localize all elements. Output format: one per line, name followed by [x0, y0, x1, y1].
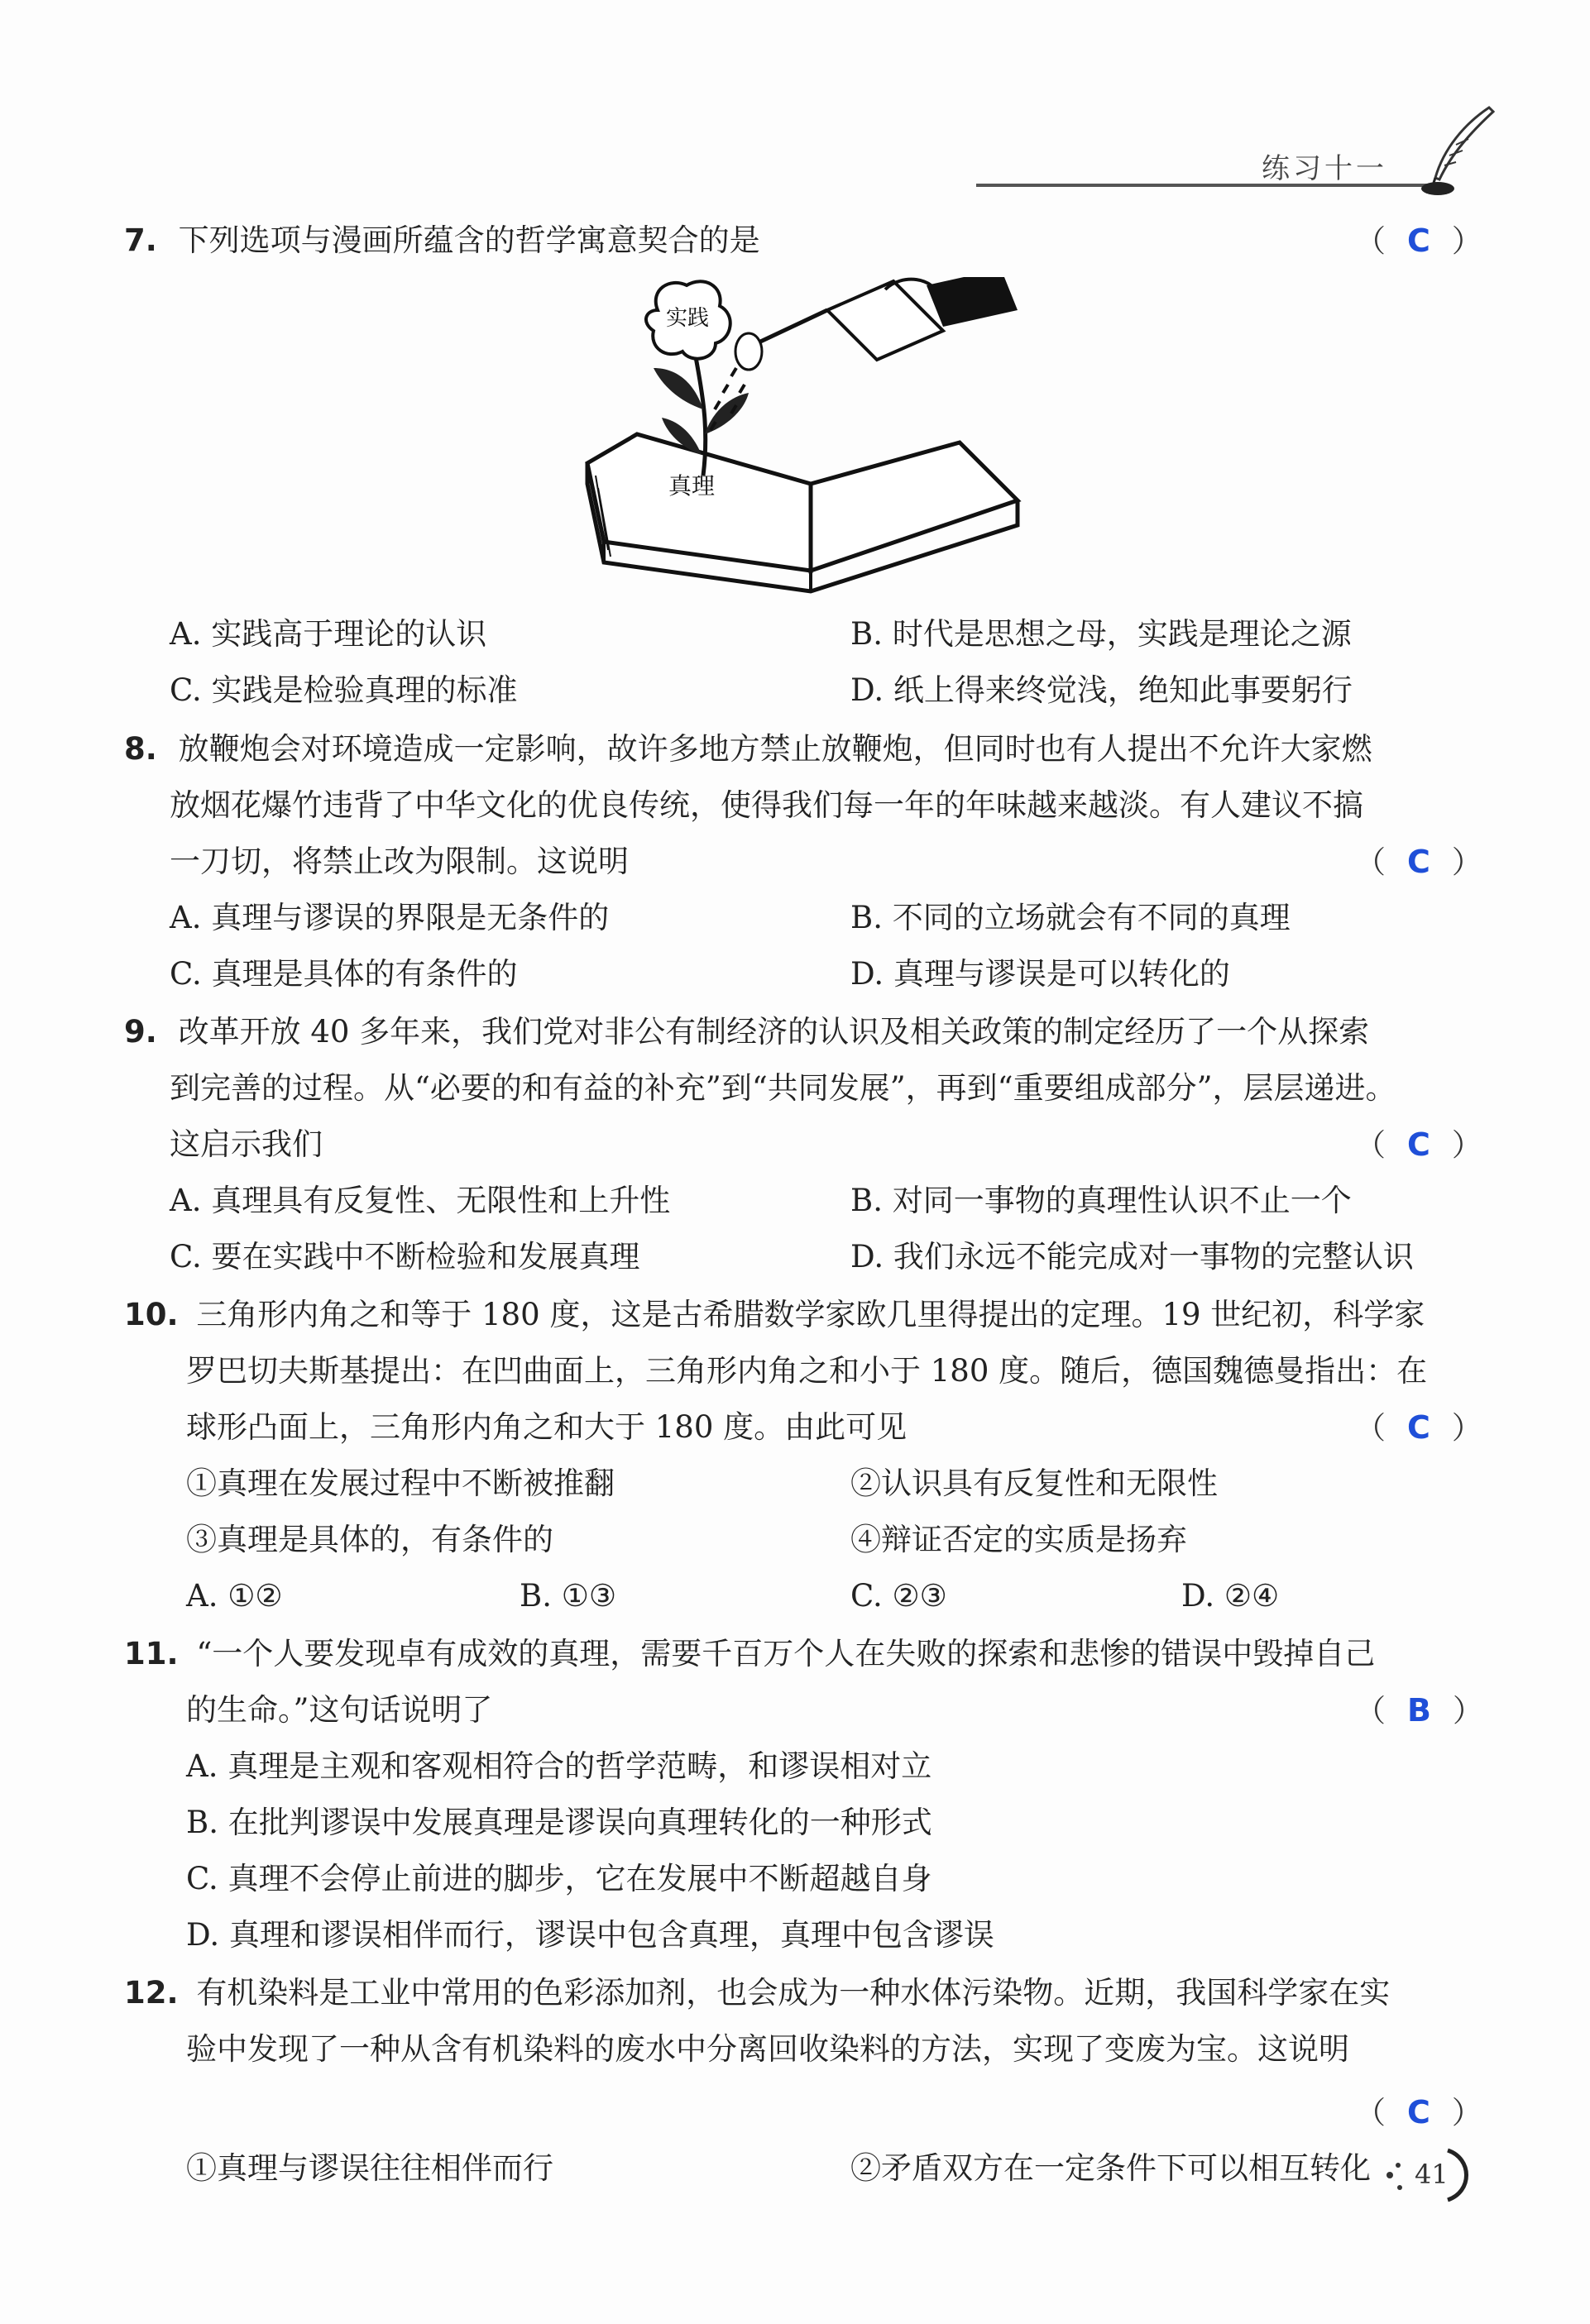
q7-option-c: C. 实践是检验真理的标准 [170, 672, 518, 708]
q7-answer: C [1407, 222, 1430, 259]
q10-option-d: D. ②④ [1181, 1578, 1280, 1614]
q8-line-1: 8. 放鞭炮会对环境造成一定影响，故许多地方禁止放鞭炮，但同时也有人提出不允许大家燃 [124, 731, 1372, 767]
q7-stem: 下列选项与漫画所蕴含的哲学寓意契合的是 [178, 222, 760, 258]
q11-option-a: A. 真理是主观和客观相符合的哲学范畴，和谬误相对立 [186, 1748, 932, 1784]
header-rule [976, 184, 1448, 187]
q9-option-b: B. 对同一事物的真理性认识不止一个 [850, 1183, 1352, 1218]
q10-statement-4: ④辩证否定的实质是扬弃 [850, 1522, 1187, 1557]
q10-line-1: 10. 三角形内角之和等于 180 度，这是古希腊数学家欧几里得提出的定理。19 世纪初，科学家 [124, 1297, 1425, 1332]
book-label: 真理 [668, 472, 716, 500]
q7-answer-box: （ C ） [1355, 222, 1482, 259]
q12-line-1: 12. 有机染料是工业中常用的色彩添加剂，也会成为一种水体污染物。近期，我国科学家在实 [124, 1975, 1391, 2011]
q12-number: 12. [124, 1975, 179, 2011]
q8-answer-box: （ C ） [1355, 844, 1482, 880]
quill-pen-icon [1406, 99, 1506, 198]
q8-number: 8. [124, 731, 157, 767]
q11-line-1: 11. “一个人要发现卓有成效的真理，需要千百万个人在失败的探索和悲惨的错误中毁掉自己 [124, 1636, 1376, 1671]
q11-answer: B [1407, 1692, 1431, 1729]
q8-option-d: D. 真理与谬误是可以转化的 [850, 956, 1230, 992]
q10-option-c: C. ②③ [850, 1578, 947, 1614]
q12-statement-1: ①真理与谬误往往相伴而行 [186, 2150, 553, 2186]
q9-option-c: C. 要在实践中不断检验和发展真理 [170, 1239, 640, 1274]
q8-answer: C [1407, 844, 1430, 880]
q11-line-2: 的生命。”这句话说明了 [186, 1692, 493, 1728]
q9-option-d: D. 我们永远不能完成对一事物的完整认识 [850, 1239, 1414, 1274]
q7-stem-line [124, 222, 760, 258]
q11-answer-box: （ B ） [1355, 1692, 1483, 1729]
q10-line-3: 球形凸面上，三角形内角之和大于 180 度。由此可见 [186, 1409, 908, 1445]
q12-line-2: 验中发现了一种从含有机染料的废水中分离回收染料的方法，实现了变废为宝。这说明 [186, 2031, 1349, 2067]
q12-answer-box: （ C ） [1355, 2094, 1482, 2130]
q8-option-c: C. 真理是具体的有条件的 [170, 956, 518, 992]
q10-statement-1: ①真理在发展过程中不断被推翻 [186, 1466, 615, 1501]
q10-statement-2: ②认识具有反复性和无限性 [850, 1466, 1218, 1501]
q10-number: 10. [124, 1297, 179, 1332]
q7-option-b: B. 时代是思想之母，实践是理论之源 [850, 616, 1352, 652]
q10-answer-box: （ C ） [1355, 1409, 1482, 1446]
q9-answer-box: （ C ） [1355, 1126, 1482, 1163]
q7-number: 7. [124, 222, 157, 258]
q9-line-3: 这启示我们 [170, 1126, 323, 1162]
q11-option-b: B. 在批判谬误中发展真理是谬误向真理转化的一种形式 [186, 1805, 932, 1840]
q8-line-2: 放烟花爆竹违背了中华文化的优良传统，使得我们每一年的年味越来越淡。有人建议不搞 [170, 787, 1363, 823]
flower-label: 实践 [666, 306, 710, 331]
q7-option-d: D. 纸上得来终觉浅，绝知此事要躬行 [850, 672, 1353, 708]
q12-statement-2: ②矛盾双方在一定条件下可以相互转化 [850, 2150, 1371, 2186]
q10-statement-3: ③真理是具体的，有条件的 [186, 1522, 553, 1557]
q9-option-a: A. 真理具有反复性、无限性和上升性 [170, 1183, 671, 1218]
q9-number: 9. [124, 1014, 157, 1050]
q11-number: 11. [124, 1636, 179, 1671]
q10-option-b: B. ①③ [520, 1578, 617, 1614]
q11-option-c: C. 真理不会停止前进的脚步，它在发展中不断超越自身 [186, 1861, 932, 1896]
q9-line-1: 9. 改革开放 40 多年来，我们党对非公有制经济的认识及相关政策的制定经历了一个从探索 [124, 1014, 1370, 1050]
q9-answer: C [1407, 1126, 1430, 1163]
q10-answer: C [1407, 1409, 1430, 1446]
q8-option-b: B. 不同的立场就会有不同的真理 [850, 900, 1291, 935]
q7-option-a: A. 实践高于理论的认识 [170, 616, 487, 652]
section-label: 练习十一 [1262, 152, 1387, 185]
q12-answer: C [1407, 2094, 1430, 2130]
q10-option-a: A. ①② [186, 1578, 283, 1614]
q8-line-3: 一刀切，将禁止改为限制。这说明 [170, 844, 629, 879]
page-number: 41 [1415, 2159, 1449, 2190]
q9-line-2: 到完善的过程。从“必要的和有益的补充”到“共同发展”，再到“重要组成部分”，层层递进。 [170, 1070, 1396, 1106]
q10-line-2: 罗巴切夫斯基提出：在凹曲面上，三角形内角之和小于 180 度。随后，德国魏德曼指出：在 [186, 1353, 1428, 1389]
q11-option-d: D. 真理和谬误相伴而行，谬误中包含真理，真理中包含谬误 [186, 1917, 994, 1953]
q8-option-a: A. 真理与谬误的界限是无条件的 [170, 900, 610, 935]
q7-cartoon-figure [571, 277, 1026, 600]
